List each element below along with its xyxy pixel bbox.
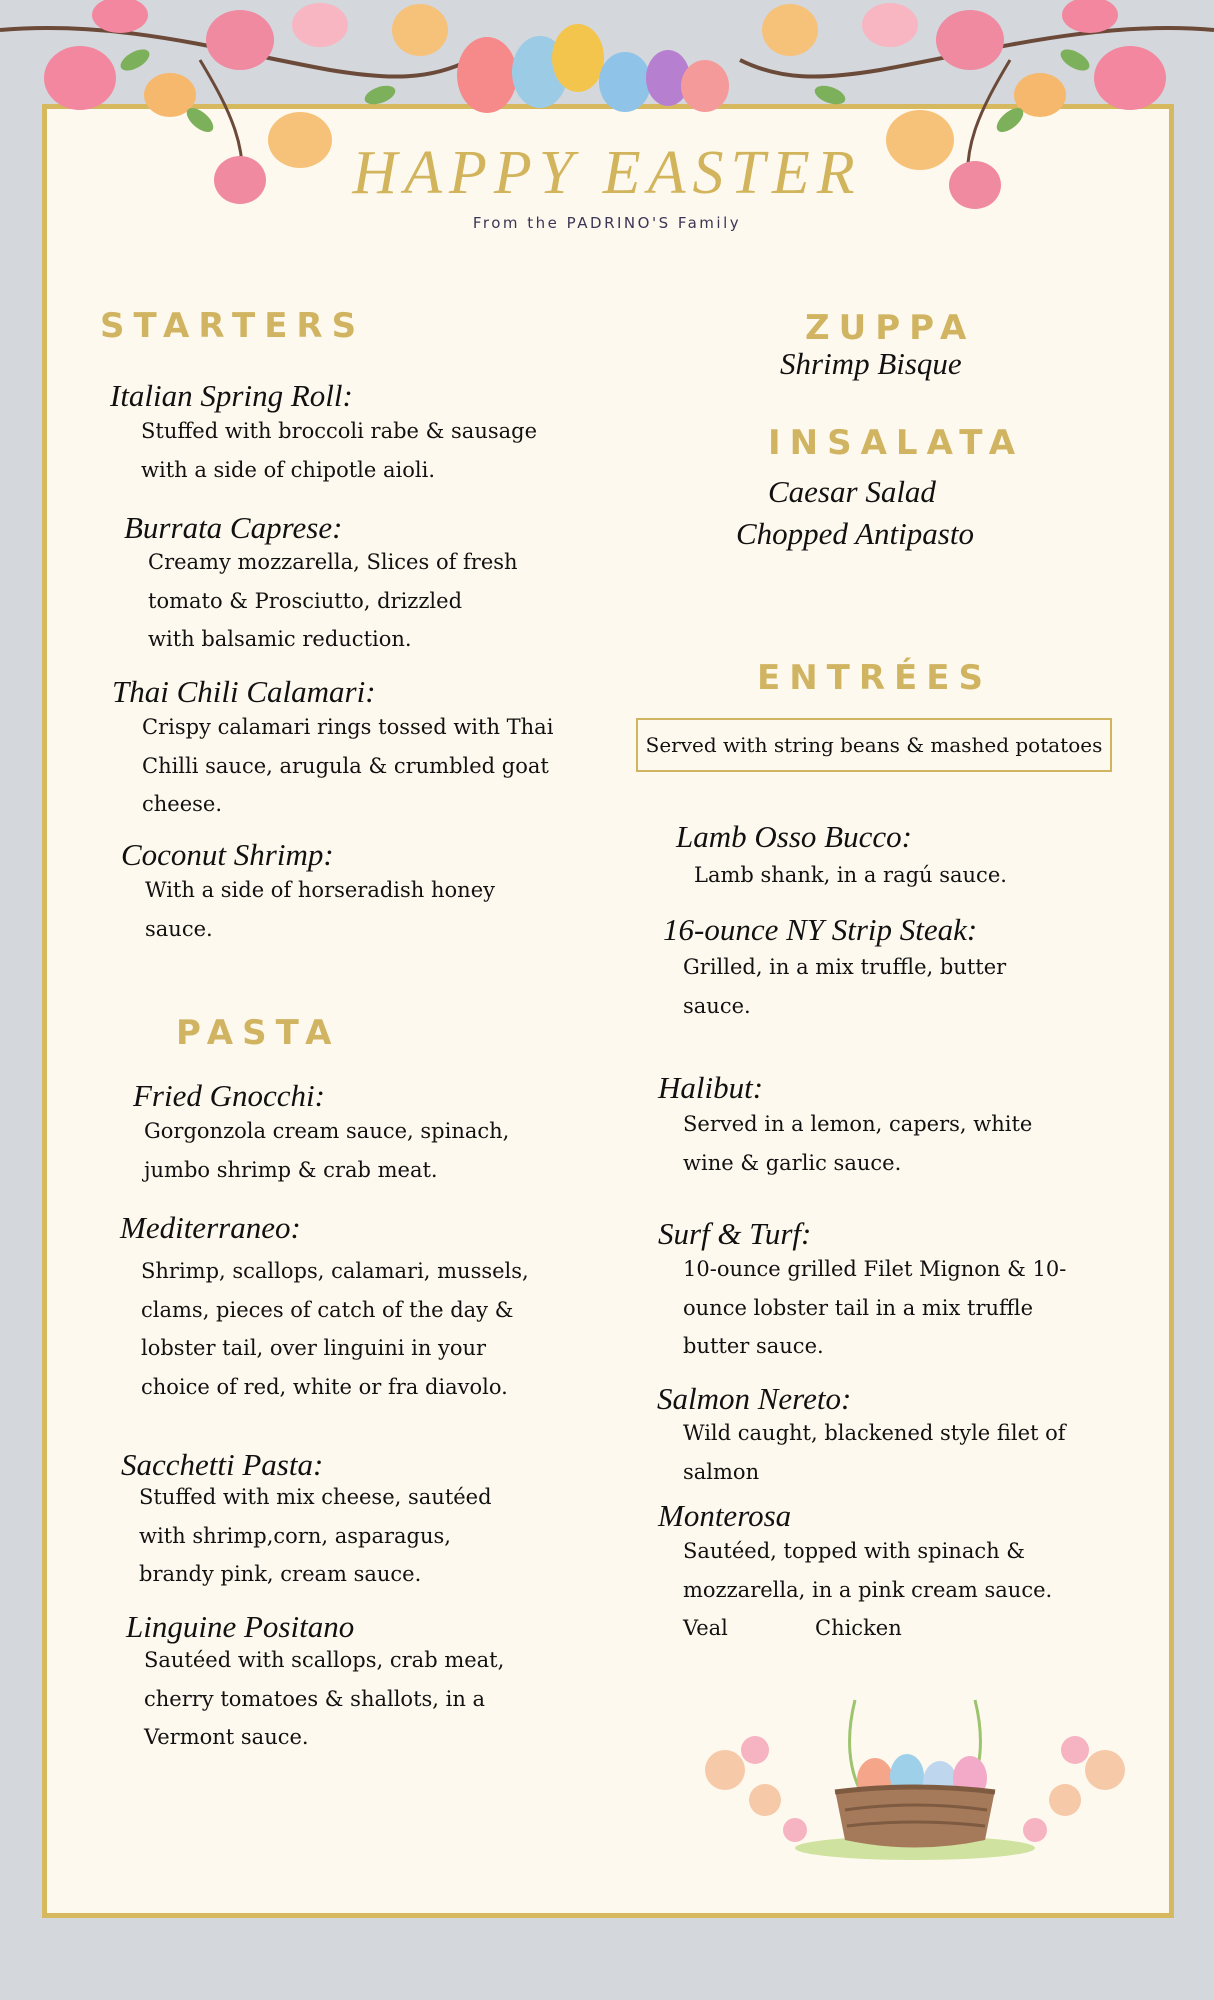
page-title: HAPPY EASTER (352, 139, 862, 207)
insalata-heading: INSALATA (768, 423, 1025, 463)
pasta-heading: PASTA (176, 1013, 341, 1053)
entrees-heading: ENTRÉES (757, 658, 992, 698)
option-veal: Veal (683, 1616, 728, 1640)
dish-description: 10-ounce grilled Filet Mignon & 10- ounce lobster tail in a mix truffle butter sauce. (683, 1257, 1067, 1358)
menu-item: Shrimp Bisque (780, 346, 962, 381)
dish-name: Italian Spring Roll: (110, 378, 353, 413)
dish-description: Stuffed with mix cheese, sautéed with shrimp,corn, asparagus, brandy pink, cream sauce. (139, 1485, 492, 1586)
dish-name: Mediterraneo: (120, 1210, 301, 1245)
dish-description: Creamy mozzarella, Slices of fresh tomato & Prosciutto, drizzled with balsamic reduction. (148, 550, 518, 651)
dish-description: Lamb shank, in a ragú sauce. (694, 863, 1007, 887)
dish-description: Served in a lemon, capers, white wine & garlic sauce. (683, 1112, 1033, 1175)
starters-heading: STARTERS (100, 306, 366, 346)
dish-name: Thai Chili Calamari: (112, 674, 376, 709)
menu-item: Chopped Antipasto (736, 516, 974, 551)
dish-name: Fried Gnocchi: (133, 1078, 325, 1113)
dish-description: Grilled, in a mix truffle, butter sauce. (683, 955, 1007, 1018)
dish-name: Lamb Osso Bucco: (676, 819, 912, 854)
dish-name: Linguine Positano (126, 1609, 355, 1644)
option-chicken: Chicken (815, 1616, 902, 1640)
dish-name: Salmon Nereto: (657, 1381, 852, 1416)
dish-name: 16-ounce NY Strip Steak: (663, 912, 978, 947)
dish-description: Sautéed, topped with spinach & mozzarella, in a pink cream sauce. (683, 1539, 1053, 1602)
dish-description: Gorgonzola cream sauce, spinach, jumbo shrimp & crab meat. (144, 1119, 510, 1182)
sides-note: Served with string beans & mashed potatoes (636, 718, 1112, 772)
zuppa-heading: ZUPPA (805, 308, 976, 348)
dish-description: Stuffed with broccoli rabe & sausage with a side of chipotle aioli. (141, 419, 538, 482)
dish-name: Burrata Caprese: (124, 510, 343, 545)
dish-description: Crispy calamari rings tossed with Thai Chilli sauce, arugula & crumbled goat cheese. (142, 715, 554, 816)
dish-description: With a side of horseradish honey sauce. (145, 878, 495, 941)
dish-name: Monterosa (658, 1498, 792, 1533)
dish-description: Wild caught, blackened style filet of salmon (683, 1421, 1066, 1484)
menu-item: Caesar Salad (768, 474, 936, 509)
dish-description: Shrimp, scallops, calamari, mussels, clams, pieces of catch of the day & lobster tail, over linguini in your choice of red, white or fra diavolo. (141, 1259, 529, 1399)
dish-name: Sacchetti Pasta: (121, 1447, 324, 1482)
dish-name: Surf & Turf: (658, 1216, 812, 1251)
dish-description: Sautéed with scallops, crab meat, cherry tomatoes & shallots, in a Vermont sauce. (144, 1648, 505, 1749)
dish-name: Coconut Shrimp: (121, 837, 334, 872)
page-subtitle: From the PADRINO'S Family (472, 214, 742, 232)
dish-name: Halibut: (658, 1070, 764, 1105)
